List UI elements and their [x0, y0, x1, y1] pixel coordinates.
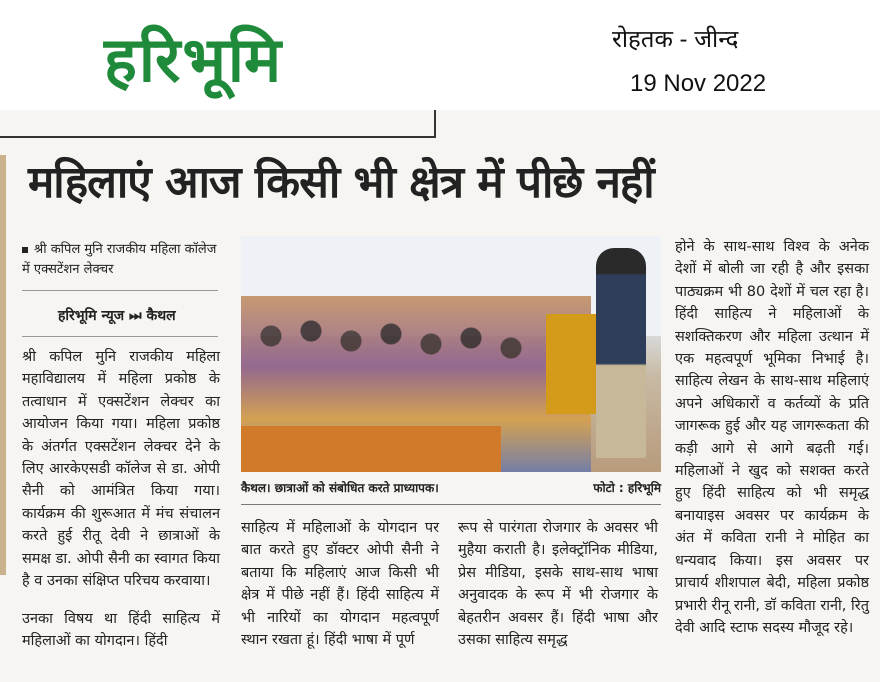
divider [22, 336, 218, 337]
subheading-text: श्री कपिल मुनि राजकीय महिला कॉलेज में एक्सटेंशन लेक्चर [22, 242, 217, 277]
speaker [596, 248, 646, 458]
divider [22, 290, 218, 291]
article-column-3: रूप से पारंगता रोजगार के अवसर भी मुहैया कराती है। इलेक्ट्रॉनिक मीडिया, प्रेस मीडिया, इसके साथ-साथ भाषा अनुवादक के रूप में भी रोजगार के बेहतरीन अवसर हैं। हिंदी भाषा और उसका साहित्य समृद्ध [458, 520, 658, 649]
divider [241, 504, 661, 505]
photo-caption [241, 479, 661, 496]
byline: हरिभूमि न्यूज ⏭ कैथल [58, 308, 176, 324]
table [241, 426, 501, 472]
caption-text: कैथल। छात्राओं को संबोधित करते प्राध्यापक। [241, 481, 439, 495]
podium [546, 314, 602, 414]
subheading [22, 240, 222, 280]
headline: महिलाएं आज किसी भी क्षेत्र में पीछे नहीं [28, 157, 654, 208]
newspaper-logo: हरिभूमि [104, 23, 284, 96]
article-column-1-continued: उनका विषय था हिंदी साहित्य में महिलाओं का योगदान। हिंदी [22, 611, 220, 650]
news-photo [241, 236, 661, 472]
article-column-1: श्री कपिल मुनि राजकीय महिला महाविद्यालय में महिला प्रकोष्ठ के तत्वाधान में एक्सटेंशन लेक्चर का आयोजन किया गया। महिला प्रकोष्ठ के अंतर्गत एक्सटेंशन लेक्चर देने के लिए आरकेएसडी कॉलेज से डा. ओपी सैनी को आमंत्रित किया गया। कार्यक्रम की शुरूआत में मंच संचालन करते हुई रीतू देवी ने छात्राओं के समक्ष डा. ओपी सैनी का स्वागत किया है व उनका संक्षिप्त परिचय करवाया। [22, 349, 220, 590]
divider [434, 110, 436, 138]
divider [0, 136, 436, 138]
adjacent-clipping-edge [0, 155, 6, 575]
article-column-4: होने के साथ-साथ विश्व के अनेक देशों में बोली जा रही है और इसका पाठ्यक्रम भी 80 देशों में चल रहा है। हिंदी साहित्य ने महिलाओं के सशक्तिकरण और महिला उत्थान में एक महत्वपूर्ण भूमिका निभाई है। साहित्य लेखन के साथ-साथ महिलाएं अपने अधिकारों व कर्तव्यों के प्रति जागरूक हुई और यह जागरूकता की कड़ी आगे से आगे बढ़ती गई। महिलाओं ने खुद को सशक्त करते हुए हिंदी साहित्य को भी समृद्ध बनायाइस अवसर पर कार्यक्रम के अंत में कविता रानी ने मोहित का धन्यवाद किया। इस अवसर पर प्राचार्य शीशपाल बेदी, महिला प्रकोष्ठ प्रभारी रीनू रानी, डॉ कविता रानी, रितु देवी आदि स्टाफ सदस्य मौजूद रहे। [675, 239, 869, 636]
article-column-2: साहित्य में महिलाओं के योगदान पर बात करते हुए डॉक्टर ओपी सैनी ने बताया कि महिलाएं आज किसी भी क्षेत्र में पीछे नहीं हैं। हिंदी साहित्य में भी नारियों का योगदान महत्वपूर्ण स्थान रखता हूं। हिंदी भाषा में पूर्ण [241, 520, 439, 649]
edition-date: 19 Nov 2022 [630, 70, 767, 97]
edition-city: रोहतक - जीन्द [612, 26, 739, 53]
photo-credit: फोटो : हरिभूमि [593, 481, 661, 495]
bullet-icon [22, 247, 28, 253]
